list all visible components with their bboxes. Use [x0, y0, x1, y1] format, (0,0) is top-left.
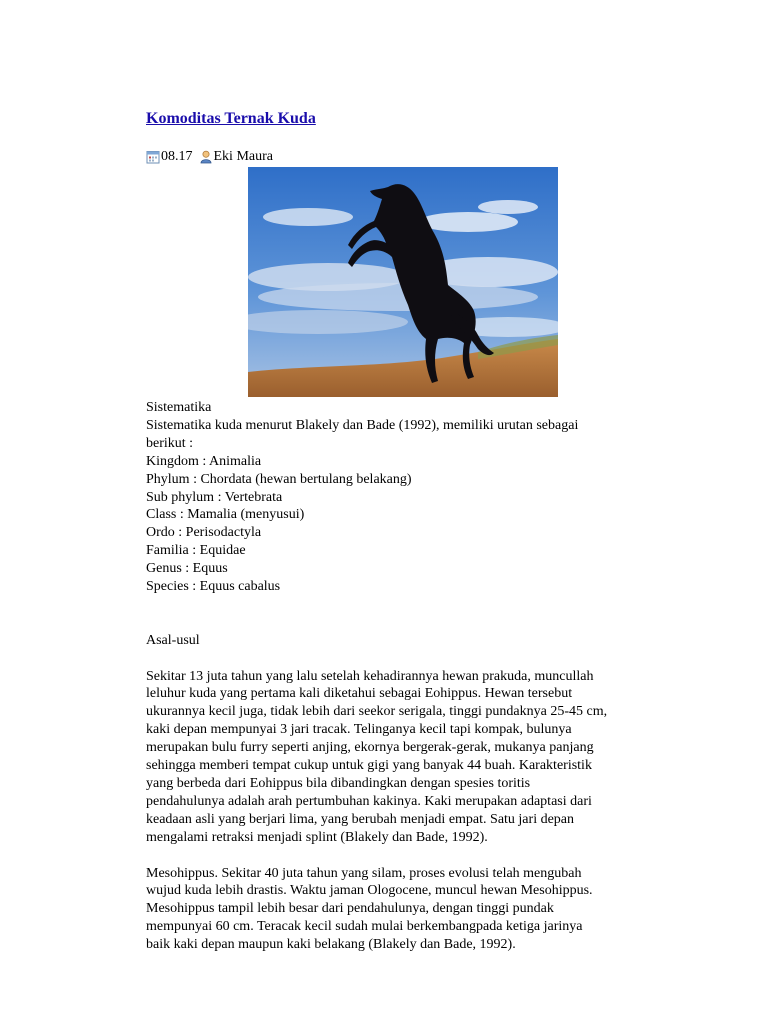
- taxonomy-familia: Familia : Equidae: [146, 543, 246, 559]
- sistematika-intro: Sistematika kuda menurut Blakely dan Bade (1992), memiliki urutan sebagai: [146, 417, 579, 433]
- body-line: Mesohippus tampil lebih besar dari pendahulunya, dengan tinggi pundak: [146, 901, 554, 917]
- taxonomy-ordo: Ordo : Perisodactyla: [146, 525, 262, 541]
- section-heading-sistematika: Sistematika: [146, 400, 212, 415]
- sistematika-intro-cont: berikut :: [146, 435, 194, 451]
- body-line: baik kaki depan maupun kaki belakang (Blakely dan Bade, 1992).: [146, 937, 516, 953]
- post-author[interactable]: [199, 148, 273, 165]
- calendar-icon: [146, 150, 160, 164]
- taxonomy-genus: Genus : Equus: [146, 561, 228, 577]
- body-line: keadaan asli yang berjari lima, yang berubah menjadi empat. Satu jari depan: [146, 811, 575, 827]
- article-title-link[interactable]: Komoditas Ternak Kuda: [146, 110, 316, 127]
- taxonomy-phylum: Phylum : Chordata (hewan bertulang belakang): [146, 471, 412, 487]
- body-line: yang berbeda dari Eohippus bila dibandingkan dengan spesies toritis: [146, 775, 531, 791]
- body-line: kaki depan mempunyai 3 jari tracak. Telinganya kecil tapi kompak, bulunya: [146, 722, 572, 738]
- body-line: mempunyai 60 cm. Teracak kecil sudah mulai berkembangpada ketiga jarinya: [146, 919, 583, 935]
- taxonomy-species: Species : Equus cabalus: [146, 579, 281, 595]
- section-heading-asal-usul: Asal-usul: [146, 632, 200, 648]
- body-line: ukurannya kecil juga, tidak lebih dari seekor serigala, tinggi pundaknya 25-45 cm,: [146, 704, 608, 720]
- post-meta: [146, 148, 273, 165]
- body-line: Sekitar 13 juta tahun yang lalu setelah kehadirannya hewan prakuda, muncullah: [146, 668, 594, 684]
- body-line: Mesohippus. Sekitar 40 juta tahun yang silam, proses evolusi telah mengubah: [146, 865, 582, 881]
- body-line: sehingga memberi tempat cukup untuk gigi yang banyak 44 buah. Karakteristik: [146, 758, 592, 774]
- taxonomy-kingdom: Kingdom : Animalia: [146, 453, 262, 469]
- horse-photo: [248, 167, 558, 397]
- article-body: [146, 399, 666, 954]
- post-author-name: Eki Maura: [213, 149, 273, 164]
- body-line: mengalami retraksi menjadi splint (Blakely dan Bade, 1992).: [146, 829, 488, 845]
- body-line: wujud kuda lebih drastis. Waktu jaman Ologocene, muncul hewan Mesohippus.: [146, 883, 593, 899]
- post-date: 08.17: [161, 149, 193, 164]
- body-line: leluhur kuda yang pertama kali diketahui sebagai Eohippus. Hewan tersebut: [146, 686, 573, 702]
- user-icon: [199, 150, 213, 164]
- taxonomy-class: Class : Mamalia (menyusui): [146, 507, 305, 523]
- body-line: merupakan bulu furry seperti anjing, ekornya bergerak-gerak, mukanya panjang: [146, 740, 594, 756]
- taxonomy-subphylum: Sub phylum : Vertebrata: [146, 489, 283, 505]
- body-line: pendahulunya adalah arah pertumbuhan kakinya. Kaki merupakan adaptasi dari: [146, 793, 592, 809]
